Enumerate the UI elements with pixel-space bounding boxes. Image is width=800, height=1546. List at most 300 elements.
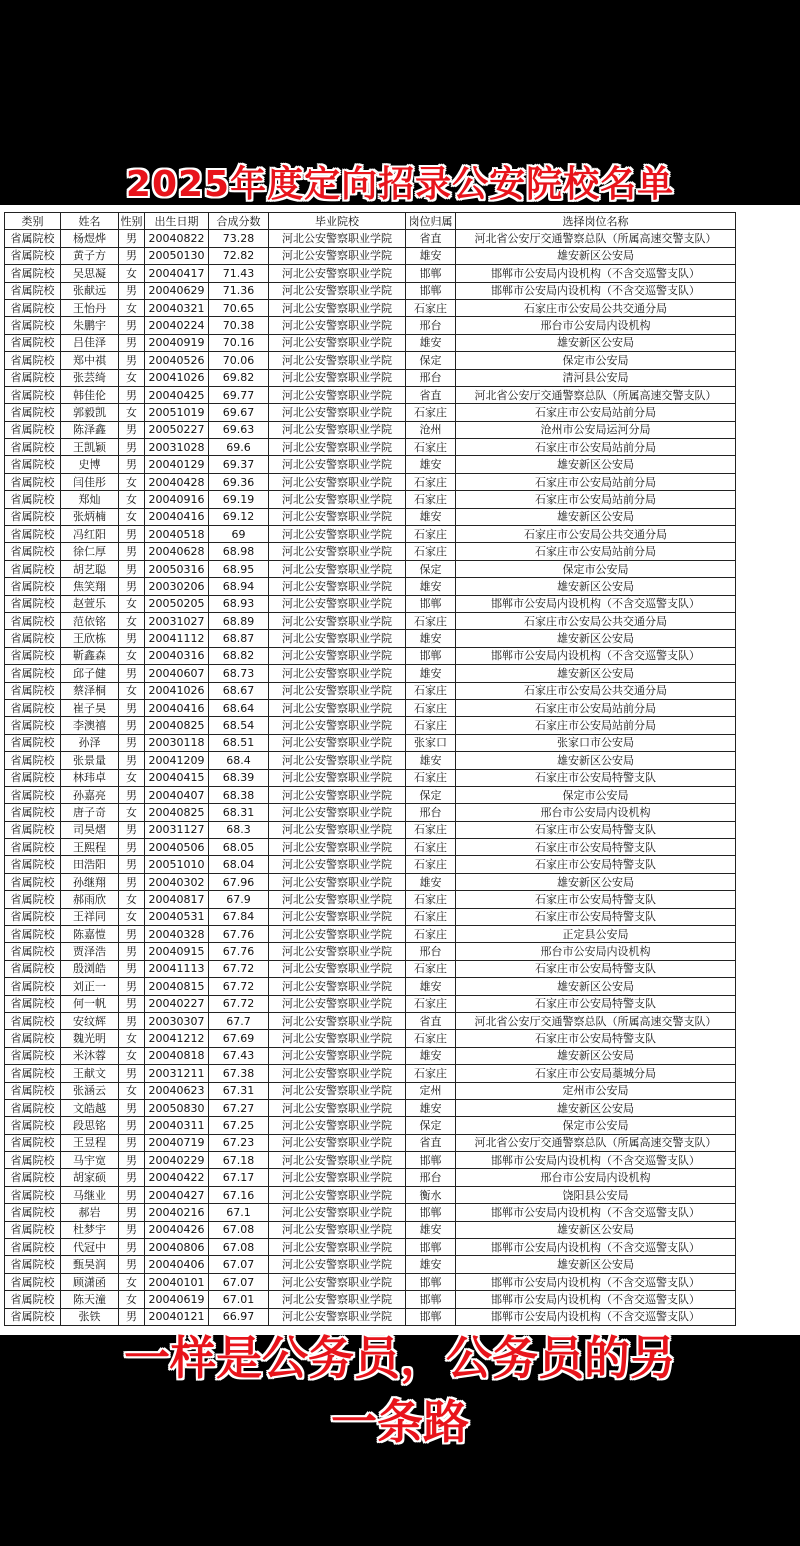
cell-gender: 男 (119, 839, 145, 856)
cell-school: 河北公安警察职业学院 (269, 230, 406, 247)
cell-region: 保定 (406, 786, 456, 803)
table-row (5, 1065, 736, 1082)
cell-school: 河北公安警察职业学院 (269, 1082, 406, 1099)
cell-category: 省属院校 (5, 995, 61, 1012)
cell-category: 省属院校 (5, 543, 61, 560)
cell-score: 67.69 (209, 1030, 269, 1047)
cell-birthdate: 20040229 (145, 1152, 209, 1169)
cell-category: 省属院校 (5, 839, 61, 856)
table-row (5, 317, 736, 334)
cell-gender: 男 (119, 247, 145, 264)
cell-position: 雄安新区公安局 (456, 1099, 736, 1116)
cell-name: 张炳楠 (61, 508, 119, 525)
cell-position: 石家庄市公安局站前分局 (456, 473, 736, 490)
cell-school: 河北公安警察职业学院 (269, 978, 406, 995)
cell-position: 石家庄市公安局特警支队 (456, 891, 736, 908)
cell-score: 68.05 (209, 839, 269, 856)
cell-gender: 男 (119, 421, 145, 438)
cell-gender: 男 (119, 1065, 145, 1082)
cell-category: 省属院校 (5, 1221, 61, 1238)
cell-region: 石家庄 (406, 404, 456, 421)
cell-gender: 女 (119, 491, 145, 508)
caption-line-1: 一样是公务员，公务员的另 (124, 1331, 676, 1385)
cell-category: 省属院校 (5, 856, 61, 873)
cell-gender: 男 (119, 1221, 145, 1238)
bottom-caption (0, 1326, 800, 1454)
cell-birthdate: 20040101 (145, 1273, 209, 1290)
cell-category: 省属院校 (5, 1134, 61, 1151)
cell-birthdate: 20040321 (145, 299, 209, 316)
cell-birthdate: 20040719 (145, 1134, 209, 1151)
cell-school: 河北公安警察职业学院 (269, 1239, 406, 1256)
cell-category: 省属院校 (5, 1186, 61, 1203)
cell-score: 68.82 (209, 647, 269, 664)
cell-gender: 男 (119, 960, 145, 977)
cell-school: 河北公安警察职业学院 (269, 299, 406, 316)
cell-school: 河北公安警察职业学院 (269, 386, 406, 403)
cell-region: 石家庄 (406, 717, 456, 734)
cell-score: 68.87 (209, 630, 269, 647)
cell-name: 王怡丹 (61, 299, 119, 316)
cell-school: 河北公安警察职业学院 (269, 560, 406, 577)
cell-region: 石家庄 (406, 473, 456, 490)
cell-score: 67.7 (209, 1012, 269, 1029)
cell-region: 邯郸 (406, 1291, 456, 1308)
cell-score: 67.07 (209, 1273, 269, 1290)
cell-gender: 男 (119, 439, 145, 456)
cell-birthdate: 20040531 (145, 908, 209, 925)
cell-region: 省直 (406, 1012, 456, 1029)
cell-gender: 女 (119, 1273, 145, 1290)
cell-score: 68.95 (209, 560, 269, 577)
cell-score: 68.93 (209, 595, 269, 612)
cell-region: 衡水 (406, 1186, 456, 1203)
cell-gender: 女 (119, 508, 145, 525)
header-name: 姓名 (61, 213, 119, 230)
table-row (5, 299, 736, 316)
cell-position: 沧州市公安局运河分局 (456, 421, 736, 438)
table-row (5, 1134, 736, 1151)
cell-position: 雄安新区公安局 (456, 630, 736, 647)
cell-gender: 男 (119, 665, 145, 682)
cell-name: 杜梦宇 (61, 1221, 119, 1238)
cell-birthdate: 20040425 (145, 386, 209, 403)
cell-score: 68.64 (209, 699, 269, 716)
cell-gender: 男 (119, 699, 145, 716)
cell-name: 李澳禧 (61, 717, 119, 734)
cell-score: 70.65 (209, 299, 269, 316)
cell-score: 68.51 (209, 734, 269, 751)
cell-gender: 女 (119, 908, 145, 925)
cell-score: 67.08 (209, 1239, 269, 1256)
cell-category: 省属院校 (5, 1152, 61, 1169)
cell-name: 胡家硕 (61, 1169, 119, 1186)
cell-score: 68.38 (209, 786, 269, 803)
table-row (5, 1291, 736, 1308)
cell-name: 刘正一 (61, 978, 119, 995)
table-row (5, 734, 736, 751)
cell-school: 河北公安警察职业学院 (269, 1169, 406, 1186)
cell-position: 保定市公安局 (456, 786, 736, 803)
cell-position: 石家庄市公安局站前分局 (456, 717, 736, 734)
page-title: 2025年度定向招录公安院校名单 (125, 164, 675, 205)
cell-position: 雄安新区公安局 (456, 665, 736, 682)
table-row (5, 873, 736, 890)
cell-region: 邯郸 (406, 1239, 456, 1256)
cell-region: 石家庄 (406, 839, 456, 856)
cell-gender: 女 (119, 265, 145, 282)
document-sheet (0, 205, 800, 1335)
header-school: 毕业院校 (269, 213, 406, 230)
cell-score: 68.4 (209, 752, 269, 769)
cell-birthdate: 20040629 (145, 282, 209, 299)
cell-category: 省属院校 (5, 282, 61, 299)
cell-name: 殷浏皓 (61, 960, 119, 977)
cell-birthdate: 20040806 (145, 1239, 209, 1256)
cell-birthdate: 20041209 (145, 752, 209, 769)
cell-school: 河北公安警察职业学院 (269, 717, 406, 734)
cell-gender: 女 (119, 473, 145, 490)
cell-region: 石家庄 (406, 526, 456, 543)
cell-birthdate: 20040506 (145, 839, 209, 856)
table-row (5, 526, 736, 543)
cell-name: 司昊熠 (61, 821, 119, 838)
cell-position: 石家庄市公安局站前分局 (456, 543, 736, 560)
cell-region: 雄安 (406, 978, 456, 995)
cell-score: 69.12 (209, 508, 269, 525)
cell-category: 省属院校 (5, 473, 61, 490)
cell-birthdate: 20040825 (145, 804, 209, 821)
cell-birthdate: 20040426 (145, 1221, 209, 1238)
cell-score: 68.54 (209, 717, 269, 734)
cell-birthdate: 20051010 (145, 856, 209, 873)
cell-school: 河北公安警察职业学院 (269, 908, 406, 925)
table-row (5, 1308, 736, 1325)
cell-name: 史博 (61, 456, 119, 473)
cell-birthdate: 20041113 (145, 960, 209, 977)
cell-name: 马继业 (61, 1186, 119, 1203)
cell-gender: 男 (119, 1239, 145, 1256)
cell-category: 省属院校 (5, 786, 61, 803)
cell-birthdate: 20040227 (145, 995, 209, 1012)
cell-position: 雄安新区公安局 (456, 456, 736, 473)
cell-score: 69.67 (209, 404, 269, 421)
cell-category: 省属院校 (5, 1012, 61, 1029)
table-row (5, 943, 736, 960)
cell-score: 67.96 (209, 873, 269, 890)
cell-region: 邯郸 (406, 1273, 456, 1290)
cell-birthdate: 20040407 (145, 786, 209, 803)
cell-position: 雄安新区公安局 (456, 873, 736, 890)
cell-name: 韩佳伦 (61, 386, 119, 403)
cell-school: 河北公安警察职业学院 (269, 473, 406, 490)
cell-position: 石家庄市公安局特警支队 (456, 839, 736, 856)
cell-region: 雄安 (406, 334, 456, 351)
cell-birthdate: 20040406 (145, 1256, 209, 1273)
table-row (5, 630, 736, 647)
cell-birthdate: 20050227 (145, 421, 209, 438)
cell-region: 邢台 (406, 369, 456, 386)
cell-gender: 男 (119, 526, 145, 543)
cell-score: 72.82 (209, 247, 269, 264)
cell-school: 河北公安警察职业学院 (269, 317, 406, 334)
cell-name: 张献远 (61, 282, 119, 299)
cell-position: 河北省公安厅交通警察总队（所属高速交警支队） (456, 230, 736, 247)
cell-region: 邯郸 (406, 1204, 456, 1221)
cell-score: 68.3 (209, 821, 269, 838)
cell-gender: 男 (119, 1308, 145, 1325)
cell-gender: 男 (119, 317, 145, 334)
cell-position: 邢台市公安局内设机构 (456, 804, 736, 821)
cell-school: 河北公安警察职业学院 (269, 1204, 406, 1221)
cell-position: 定州市公安局 (456, 1082, 736, 1099)
cell-name: 陈泽鑫 (61, 421, 119, 438)
cell-birthdate: 20040416 (145, 508, 209, 525)
cell-region: 雄安 (406, 1256, 456, 1273)
cell-score: 67.84 (209, 908, 269, 925)
cell-score: 67.08 (209, 1221, 269, 1238)
cell-gender: 女 (119, 1291, 145, 1308)
cell-birthdate: 20040919 (145, 334, 209, 351)
cell-category: 省属院校 (5, 439, 61, 456)
table-row (5, 334, 736, 351)
cell-score: 68.04 (209, 856, 269, 873)
table-row (5, 282, 736, 299)
cell-gender: 男 (119, 1012, 145, 1029)
cell-name: 段思铭 (61, 1117, 119, 1134)
table-row (5, 230, 736, 247)
cell-birthdate: 20031028 (145, 439, 209, 456)
cell-name: 林玮卓 (61, 769, 119, 786)
cell-position: 雄安新区公安局 (456, 578, 736, 595)
table-row (5, 265, 736, 282)
cell-position: 石家庄市公安局特警支队 (456, 995, 736, 1012)
table-body (5, 230, 736, 1326)
table-row (5, 1273, 736, 1290)
cell-score: 67.38 (209, 1065, 269, 1082)
cell-gender: 男 (119, 230, 145, 247)
cell-gender: 女 (119, 647, 145, 664)
cell-gender: 男 (119, 873, 145, 890)
cell-birthdate: 20040422 (145, 1169, 209, 1186)
table-row (5, 1204, 736, 1221)
cell-birthdate: 20040822 (145, 230, 209, 247)
cell-region: 邢台 (406, 943, 456, 960)
cell-region: 石家庄 (406, 1030, 456, 1047)
cell-school: 河北公安警察职业学院 (269, 856, 406, 873)
cell-school: 河北公安警察职业学院 (269, 1273, 406, 1290)
cell-region: 省直 (406, 386, 456, 403)
cell-score: 67.9 (209, 891, 269, 908)
cell-school: 河北公安警察职业学院 (269, 699, 406, 716)
cell-name: 郭毅凯 (61, 404, 119, 421)
cell-score: 71.43 (209, 265, 269, 282)
cell-birthdate: 20040311 (145, 1117, 209, 1134)
cell-birthdate: 20040916 (145, 491, 209, 508)
cell-category: 省属院校 (5, 1273, 61, 1290)
cell-name: 郝岩 (61, 1204, 119, 1221)
cell-gender: 女 (119, 404, 145, 421)
cell-birthdate: 20040607 (145, 665, 209, 682)
cell-gender: 男 (119, 995, 145, 1012)
table-row (5, 1012, 736, 1029)
cell-score: 68.31 (209, 804, 269, 821)
cell-position: 邯郸市公安局内设机构（不含交巡警支队） (456, 1308, 736, 1325)
header-gender: 性别 (119, 213, 145, 230)
cell-birthdate: 20040216 (145, 1204, 209, 1221)
cell-name: 何一帆 (61, 995, 119, 1012)
cell-birthdate: 20041212 (145, 1030, 209, 1047)
cell-category: 省属院校 (5, 960, 61, 977)
table-row (5, 560, 736, 577)
cell-birthdate: 20040417 (145, 265, 209, 282)
cell-score: 68.89 (209, 612, 269, 629)
cell-score: 67.31 (209, 1082, 269, 1099)
header-birthdate: 出生日期 (145, 213, 209, 230)
cell-gender: 女 (119, 612, 145, 629)
cell-score: 67.16 (209, 1186, 269, 1203)
cell-region: 石家庄 (406, 856, 456, 873)
cell-region: 雄安 (406, 873, 456, 890)
cell-region: 石家庄 (406, 612, 456, 629)
cell-category: 省属院校 (5, 873, 61, 890)
cell-birthdate: 20040825 (145, 717, 209, 734)
cell-name: 王献文 (61, 1065, 119, 1082)
cell-birthdate: 20031127 (145, 821, 209, 838)
cell-gender: 男 (119, 752, 145, 769)
cell-birthdate: 20030118 (145, 734, 209, 751)
cell-school: 河北公安警察职业学院 (269, 752, 406, 769)
header-position: 选择岗位名称 (456, 213, 736, 230)
cell-score: 68.67 (209, 682, 269, 699)
cell-name: 靳鑫森 (61, 647, 119, 664)
cell-school: 河北公安警察职业学院 (269, 456, 406, 473)
cell-category: 省属院校 (5, 612, 61, 629)
cell-birthdate: 20031027 (145, 612, 209, 629)
cell-region: 定州 (406, 1082, 456, 1099)
cell-birthdate: 20040817 (145, 891, 209, 908)
cell-gender: 女 (119, 369, 145, 386)
cell-birthdate: 20040623 (145, 1082, 209, 1099)
cell-school: 河北公安警察职业学院 (269, 839, 406, 856)
cell-birthdate: 20041112 (145, 630, 209, 647)
caption-line-2: 一条路 (331, 1395, 469, 1449)
cell-birthdate: 20040316 (145, 647, 209, 664)
cell-category: 省属院校 (5, 404, 61, 421)
cell-name: 郑灿 (61, 491, 119, 508)
table-row (5, 352, 736, 369)
cell-position: 雄安新区公安局 (456, 508, 736, 525)
cell-gender: 男 (119, 334, 145, 351)
cell-position: 邯郸市公安局内设机构（不含交巡警支队） (456, 1204, 736, 1221)
table-row (5, 769, 736, 786)
cell-birthdate: 20050205 (145, 595, 209, 612)
cell-category: 省属院校 (5, 352, 61, 369)
cell-name: 孙继翔 (61, 873, 119, 890)
cell-position: 石家庄市公安局特警支队 (456, 821, 736, 838)
cell-score: 67.01 (209, 1291, 269, 1308)
cell-score: 69.77 (209, 386, 269, 403)
cell-gender: 男 (119, 578, 145, 595)
cell-category: 省属院校 (5, 421, 61, 438)
table-row (5, 1152, 736, 1169)
cell-category: 省属院校 (5, 1030, 61, 1047)
cell-birthdate: 20040815 (145, 978, 209, 995)
cell-school: 河北公安警察职业学院 (269, 543, 406, 560)
cell-name: 崔子昊 (61, 699, 119, 716)
cell-name: 范依铭 (61, 612, 119, 629)
cell-position: 石家庄市公安局特警支队 (456, 960, 736, 977)
cell-category: 省属院校 (5, 508, 61, 525)
cell-region: 石家庄 (406, 821, 456, 838)
cell-name: 米沐蓉 (61, 1047, 119, 1064)
cell-name: 甄昊润 (61, 1256, 119, 1273)
cell-gender: 男 (119, 926, 145, 943)
table-row (5, 1099, 736, 1116)
cell-school: 河北公安警察职业学院 (269, 1065, 406, 1082)
cell-school: 河北公安警察职业学院 (269, 1047, 406, 1064)
cell-score: 70.16 (209, 334, 269, 351)
cell-category: 省属院校 (5, 386, 61, 403)
cell-region: 保定 (406, 1117, 456, 1134)
cell-school: 河北公安警察职业学院 (269, 508, 406, 525)
cell-name: 王祥同 (61, 908, 119, 925)
cell-name: 王熙程 (61, 839, 119, 856)
table-row (5, 421, 736, 438)
cell-position: 雄安新区公安局 (456, 1256, 736, 1273)
table-row (5, 439, 736, 456)
cell-gender: 男 (119, 943, 145, 960)
cell-category: 省属院校 (5, 1239, 61, 1256)
cell-region: 石家庄 (406, 960, 456, 977)
cell-gender: 男 (119, 456, 145, 473)
cell-region: 沧州 (406, 421, 456, 438)
cell-category: 省属院校 (5, 1308, 61, 1325)
cell-name: 蔡泽桐 (61, 682, 119, 699)
cell-region: 邯郸 (406, 282, 456, 299)
table-row (5, 856, 736, 873)
table-row (5, 595, 736, 612)
cell-position: 邯郸市公安局内设机构（不含交巡警支队） (456, 1152, 736, 1169)
cell-birthdate: 20040415 (145, 769, 209, 786)
table-row (5, 908, 736, 925)
table-row (5, 821, 736, 838)
cell-name: 文皓越 (61, 1099, 119, 1116)
table-row (5, 369, 736, 386)
cell-region: 雄安 (406, 578, 456, 595)
cell-name: 黄子方 (61, 247, 119, 264)
cell-school: 河北公安警察职业学院 (269, 1152, 406, 1169)
cell-category: 省属院校 (5, 1169, 61, 1186)
cell-score: 70.06 (209, 352, 269, 369)
cell-score: 68.98 (209, 543, 269, 560)
cell-school: 河北公安警察职业学院 (269, 804, 406, 821)
cell-name: 王昱程 (61, 1134, 119, 1151)
cell-region: 邢台 (406, 317, 456, 334)
cell-gender: 男 (119, 386, 145, 403)
cell-region: 雄安 (406, 752, 456, 769)
cell-birthdate: 20040416 (145, 699, 209, 716)
cell-category: 省属院校 (5, 334, 61, 351)
cell-position: 石家庄市公安局公共交通分局 (456, 299, 736, 316)
cell-position: 河北省公安厅交通警察总队（所属高速交警支队） (456, 386, 736, 403)
cell-score: 69.6 (209, 439, 269, 456)
cell-category: 省属院校 (5, 717, 61, 734)
cell-score: 69.82 (209, 369, 269, 386)
cell-gender: 男 (119, 734, 145, 751)
cell-school: 河北公安警察职业学院 (269, 578, 406, 595)
cell-gender: 男 (119, 1099, 145, 1116)
